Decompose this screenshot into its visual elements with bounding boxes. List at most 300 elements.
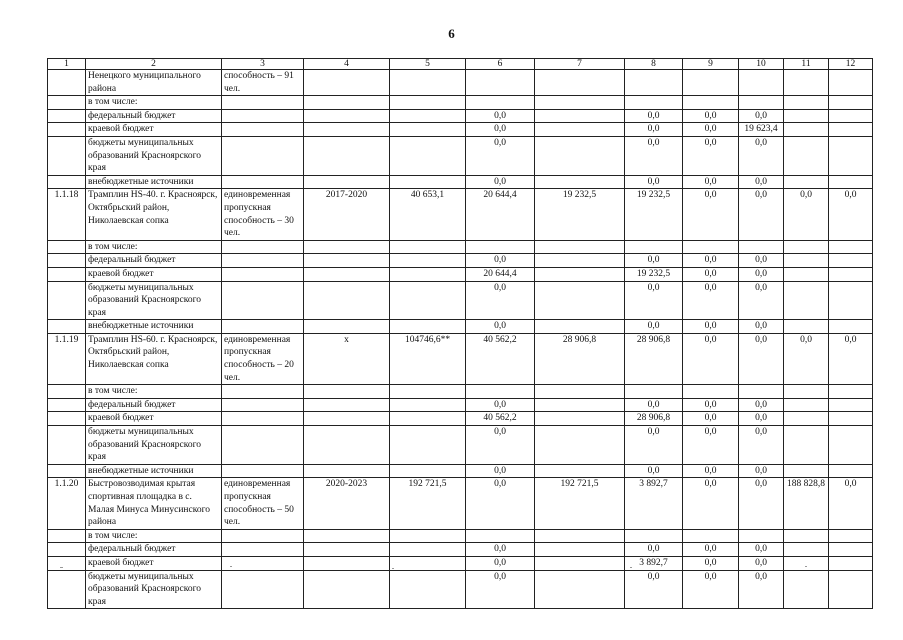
value-cell [535,70,625,96]
value-cell [739,70,784,96]
column-number-2: 2 [86,59,222,70]
value-cell [535,267,625,281]
value-cell [829,543,873,557]
value-cell: 0,0 [829,333,873,384]
table-header [48,59,873,70]
item-number-cell [48,267,86,281]
value-cell [535,529,625,543]
value-cell [829,398,873,412]
value-cell [304,240,390,254]
table-row [48,189,873,240]
value-cell: 0,0 [625,175,683,189]
value-cell: 0,0 [466,123,535,137]
value-cell [304,123,390,137]
value-cell [829,464,873,478]
value-cell: способность – 91 чел. [222,70,304,96]
value-cell [304,412,390,426]
value-cell: 28 906,8 [535,333,625,384]
value-cell [466,240,535,254]
value-cell [222,398,304,412]
value-cell [304,385,390,399]
value-cell [784,136,829,175]
value-cell [739,240,784,254]
value-cell [222,254,304,268]
value-cell [683,385,739,399]
row-label-cell: федеральный бюджет [86,543,222,557]
value-cell [390,543,466,557]
item-number-cell [48,175,86,189]
value-cell [304,254,390,268]
value-cell [390,96,466,110]
row-label-cell: бюджеты муниципальных образований Красноярского края [86,281,222,320]
value-cell [784,109,829,123]
row-label-cell: в том числе: [86,240,222,254]
value-cell [390,426,466,465]
table-row [48,240,873,254]
value-cell [829,385,873,399]
value-cell [222,556,304,570]
value-cell [535,254,625,268]
value-cell: 40 562,2 [466,333,535,384]
value-cell [535,136,625,175]
scan-artifact [60,567,63,568]
value-cell [222,570,304,609]
column-number-6: 6 [466,59,535,70]
value-cell: 0,0 [739,254,784,268]
column-number-10: 10 [739,59,784,70]
row-label-cell: бюджеты муниципальных образований Красноярского края [86,426,222,465]
value-cell [390,320,466,334]
value-cell [683,70,739,96]
item-number-cell [48,320,86,334]
value-cell [390,175,466,189]
value-cell [535,398,625,412]
row-label-cell: краевой бюджет [86,267,222,281]
value-cell [683,240,739,254]
value-cell: 0,0 [683,189,739,240]
value-cell [625,240,683,254]
value-cell [535,240,625,254]
value-cell: 0,0 [683,175,739,189]
value-cell [466,385,535,399]
value-cell [304,529,390,543]
value-cell: 0,0 [625,570,683,609]
row-label-cell: Быстровозводимая крытая спортивная площадка в с. Малая Минуса Минусинского района [86,478,222,529]
value-cell: 104746,6** [390,333,466,384]
value-cell [304,570,390,609]
value-cell [829,254,873,268]
column-number-9: 9 [683,59,739,70]
item-number-cell [48,426,86,465]
value-cell [390,281,466,320]
value-cell [829,529,873,543]
value-cell [535,464,625,478]
value-cell: 0,0 [466,136,535,175]
value-cell: 3 892,7 [625,556,683,570]
value-cell: 0,0 [625,426,683,465]
value-cell [784,529,829,543]
value-cell [390,464,466,478]
table-row [48,136,873,175]
value-cell: 0,0 [739,189,784,240]
value-cell [222,136,304,175]
value-cell [222,175,304,189]
value-cell: 19 623,4 [739,123,784,137]
value-cell [390,254,466,268]
value-cell [784,398,829,412]
value-cell [784,240,829,254]
table-row [48,385,873,399]
item-number-cell: 1.1.20 [48,478,86,529]
column-number-3: 3 [222,59,304,70]
table-row [48,109,873,123]
value-cell [829,412,873,426]
value-cell: 2017-2020 [304,189,390,240]
value-cell: 28 906,8 [625,412,683,426]
row-label-cell: Ненецкого муниципального района [86,70,222,96]
value-cell [466,70,535,96]
value-cell: 0,0 [683,412,739,426]
value-cell: 0,0 [625,254,683,268]
value-cell: 0,0 [829,189,873,240]
scan-artifact [805,566,807,567]
value-cell: 0,0 [466,478,535,529]
column-number-8: 8 [625,59,683,70]
value-cell: x [304,333,390,384]
value-cell [222,240,304,254]
value-cell [829,175,873,189]
value-cell [390,240,466,254]
table-row [48,478,873,529]
value-cell: 0,0 [625,543,683,557]
item-number-cell: 1.1.19 [48,333,86,384]
value-cell [535,109,625,123]
value-cell [390,570,466,609]
value-cell: 40 653,1 [390,189,466,240]
value-cell [535,543,625,557]
value-cell: 0,0 [739,570,784,609]
value-cell: 0,0 [466,570,535,609]
table-row [48,412,873,426]
value-cell: 0,0 [466,543,535,557]
value-cell: 0,0 [683,320,739,334]
item-number-cell [48,570,86,609]
table-row [48,543,873,557]
value-cell: 0,0 [466,175,535,189]
item-number-cell [48,464,86,478]
table-row [48,281,873,320]
item-number-cell [48,529,86,543]
value-cell: 0,0 [739,175,784,189]
value-cell [625,385,683,399]
value-cell [222,123,304,137]
value-cell: 0,0 [739,412,784,426]
row-label-cell: Трамплин HS-40. г. Красноярск, Октябрьский район, Николаевская сопка [86,189,222,240]
value-cell: 0,0 [739,543,784,557]
table-row [48,426,873,465]
value-cell: 0,0 [683,478,739,529]
value-cell: единовременная пропускная способность – 20 чел. [222,333,304,384]
column-number-7: 7 [535,59,625,70]
value-cell [304,96,390,110]
row-label-cell: в том числе: [86,96,222,110]
item-number-cell [48,412,86,426]
value-cell: единовременная пропускная способность – 50 чел. [222,478,304,529]
table-row [48,556,873,570]
value-cell [829,426,873,465]
value-cell [390,267,466,281]
row-label-cell: федеральный бюджет [86,109,222,123]
column-number-1: 1 [48,59,86,70]
value-cell: 0,0 [466,320,535,334]
value-cell [784,267,829,281]
value-cell [784,320,829,334]
table-row [48,254,873,268]
value-cell: 0,0 [625,123,683,137]
page-number: 6 [448,26,455,41]
column-number-4: 4 [304,59,390,70]
value-cell [304,70,390,96]
value-cell: 0,0 [683,570,739,609]
value-cell [535,123,625,137]
value-cell [222,96,304,110]
value-cell [625,96,683,110]
value-cell [784,543,829,557]
row-label-cell: краевой бюджет [86,412,222,426]
value-cell: 0,0 [683,254,739,268]
value-cell: 0,0 [784,333,829,384]
value-cell [222,385,304,399]
value-cell [535,570,625,609]
item-number-cell [48,385,86,399]
value-cell: 0,0 [466,464,535,478]
table-row [48,123,873,137]
value-cell [535,320,625,334]
value-cell [304,267,390,281]
table-body [48,70,873,609]
value-cell [304,175,390,189]
value-cell: 0,0 [625,281,683,320]
value-cell: 0,0 [683,333,739,384]
row-label-cell: внебюджетные источники [86,320,222,334]
scan-artifact [392,568,394,569]
value-cell [829,320,873,334]
value-cell [535,412,625,426]
value-cell [390,398,466,412]
value-cell [625,529,683,543]
item-number-cell [48,398,86,412]
column-number-5: 5 [390,59,466,70]
value-cell [784,254,829,268]
value-cell [222,426,304,465]
value-cell [222,412,304,426]
value-cell [683,96,739,110]
value-cell [829,96,873,110]
value-cell [304,556,390,570]
value-cell [222,529,304,543]
value-cell [390,136,466,175]
value-cell [829,109,873,123]
row-label-cell: бюджеты муниципальных образований Красноярского края [86,570,222,609]
scan-artifact [230,566,232,567]
value-cell: 0,0 [683,281,739,320]
value-cell: 0,0 [683,543,739,557]
value-cell: 0,0 [466,254,535,268]
value-cell: 0,0 [683,267,739,281]
value-cell [304,543,390,557]
value-cell [222,109,304,123]
row-label-cell: федеральный бюджет [86,398,222,412]
value-cell: 0,0 [466,109,535,123]
value-cell [784,464,829,478]
value-cell: 0,0 [784,189,829,240]
row-label-cell: Трамплин HS-60. г. Красноярск, Октябрьский район, Николаевская сопка [86,333,222,384]
value-cell [222,320,304,334]
value-cell: 0,0 [739,478,784,529]
value-cell [535,385,625,399]
value-cell: 0,0 [829,478,873,529]
table-row [48,398,873,412]
row-label-cell: федеральный бюджет [86,254,222,268]
value-cell [829,136,873,175]
table-row [48,464,873,478]
value-cell [535,426,625,465]
value-cell [784,96,829,110]
value-cell: 0,0 [683,123,739,137]
item-number-cell [48,254,86,268]
value-cell: 192 721,5 [390,478,466,529]
value-cell: 0,0 [683,464,739,478]
value-cell: 0,0 [739,267,784,281]
table-row [48,96,873,110]
value-cell: 0,0 [625,464,683,478]
value-cell [222,543,304,557]
value-cell: 0,0 [739,320,784,334]
column-number-11: 11 [784,59,829,70]
value-cell: 0,0 [739,333,784,384]
row-label-cell: внебюджетные источники [86,464,222,478]
value-cell: 0,0 [466,556,535,570]
value-cell: 0,0 [739,556,784,570]
value-cell [784,175,829,189]
row-label-cell: в том числе: [86,529,222,543]
value-cell [304,281,390,320]
value-cell [683,529,739,543]
value-cell: 20 644,4 [466,267,535,281]
item-number-cell [48,556,86,570]
value-cell [390,412,466,426]
value-cell [784,123,829,137]
item-number-cell [48,70,86,96]
item-number-cell: 1.1.18 [48,189,86,240]
value-cell: 2020-2023 [304,478,390,529]
value-cell [784,281,829,320]
value-cell: 0,0 [466,281,535,320]
value-cell [390,385,466,399]
value-cell [390,123,466,137]
value-cell: 19 232,5 [535,189,625,240]
value-cell: 0,0 [683,556,739,570]
value-cell: 0,0 [683,136,739,175]
value-cell [829,556,873,570]
value-cell [829,70,873,96]
value-cell: 0,0 [625,136,683,175]
value-cell: 0,0 [739,398,784,412]
value-cell [829,267,873,281]
item-number-cell [48,123,86,137]
value-cell: 0,0 [683,398,739,412]
item-number-cell [48,240,86,254]
value-cell: 0,0 [739,426,784,465]
value-cell: 0,0 [625,109,683,123]
value-cell [784,412,829,426]
table-row [48,175,873,189]
value-cell: 0,0 [683,426,739,465]
table-row [48,70,873,96]
value-cell [829,281,873,320]
value-cell [222,267,304,281]
value-cell [784,385,829,399]
budget-table [47,58,873,609]
value-cell [784,556,829,570]
value-cell [829,123,873,137]
value-cell [535,96,625,110]
column-number-row [48,59,873,70]
scan-artifact [630,567,632,568]
value-cell [625,70,683,96]
value-cell [535,556,625,570]
value-cell: 20 644,4 [466,189,535,240]
table-row [48,570,873,609]
value-cell [829,240,873,254]
value-cell [739,385,784,399]
value-cell [466,96,535,110]
value-cell: 0,0 [625,320,683,334]
item-number-cell [48,109,86,123]
value-cell [304,136,390,175]
value-cell [466,529,535,543]
value-cell: 19 232,5 [625,267,683,281]
value-cell [390,70,466,96]
item-number-cell [48,136,86,175]
value-cell: 40 562,2 [466,412,535,426]
value-cell [535,175,625,189]
value-cell: 0,0 [625,398,683,412]
value-cell: 192 721,5 [535,478,625,529]
value-cell: 28 906,8 [625,333,683,384]
value-cell: 188 828,8 [784,478,829,529]
value-cell [784,426,829,465]
value-cell: 0,0 [466,426,535,465]
value-cell [390,529,466,543]
value-cell [390,556,466,570]
value-cell [739,529,784,543]
column-number-12: 12 [829,59,873,70]
value-cell [390,109,466,123]
value-cell [535,281,625,320]
table-row [48,333,873,384]
value-cell [304,320,390,334]
value-cell: 0,0 [739,281,784,320]
row-label-cell: внебюджетные источники [86,175,222,189]
row-label-cell: бюджеты муниципальных образований Красноярского края [86,136,222,175]
value-cell [739,96,784,110]
table-row [48,320,873,334]
value-cell [304,426,390,465]
table-row [48,529,873,543]
value-cell: единовременная пропускная способность – 30 чел. [222,189,304,240]
value-cell: 0,0 [683,109,739,123]
